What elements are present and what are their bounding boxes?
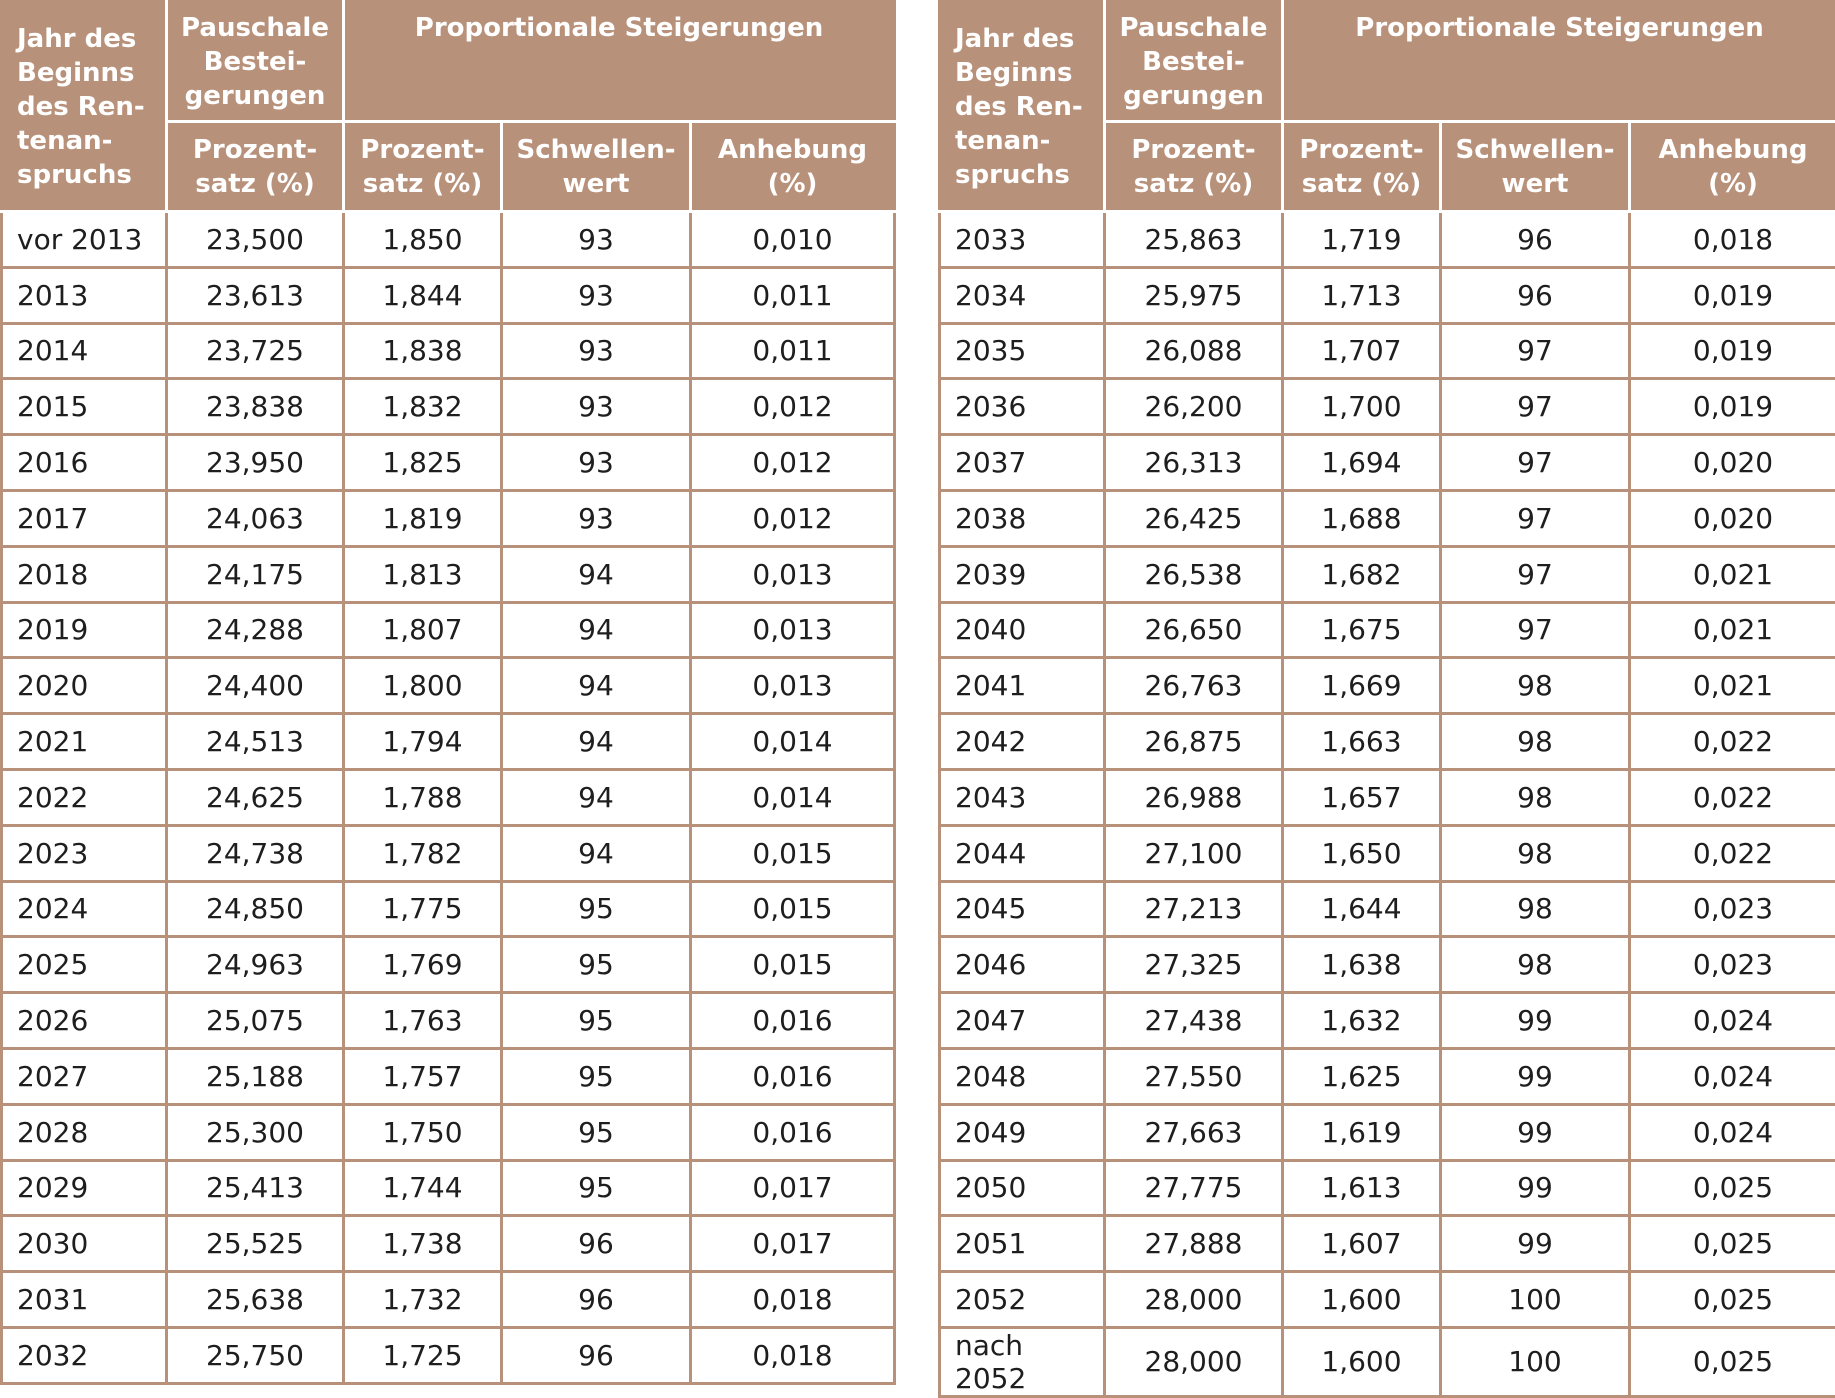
cell-year: 2037 (940, 435, 1105, 491)
cell-flat-percentage: 26,988 (1105, 769, 1283, 825)
cell-year: 2032 (2, 1327, 167, 1383)
cell-prop-percentage: 1,607 (1283, 1216, 1441, 1272)
cell-raise: 0,018 (691, 1272, 895, 1328)
cell-raise: 0,013 (691, 546, 895, 602)
cell-year: vor 2013 (2, 212, 167, 268)
cell-flat-percentage: 27,325 (1105, 937, 1283, 993)
cell-prop-percentage: 1,832 (344, 379, 502, 435)
cell-raise: 0,022 (1630, 769, 1835, 825)
cell-year: 2033 (940, 212, 1105, 268)
cell-year: 2025 (2, 937, 167, 993)
cell-threshold: 100 (1441, 1327, 1630, 1396)
cell-year: 2026 (2, 993, 167, 1049)
cell-threshold: 95 (502, 993, 691, 1049)
cell-threshold: 97 (1441, 546, 1630, 602)
cell-flat-percentage: 25,750 (167, 1327, 344, 1383)
cell-flat-percentage: 23,613 (167, 267, 344, 323)
table-row (2, 658, 895, 714)
cell-threshold: 98 (1441, 825, 1630, 881)
cell-flat-percentage: 25,188 (167, 1048, 344, 1104)
cell-prop-percentage: 1,694 (1283, 435, 1441, 491)
cell-raise: 0,017 (691, 1160, 895, 1216)
cell-year: 2050 (940, 1160, 1105, 1216)
header-raise: Anhebung (%) (691, 122, 895, 212)
cell-raise: 0,023 (1630, 937, 1835, 993)
cell-year: 2020 (2, 658, 167, 714)
cell-year: 2051 (940, 1216, 1105, 1272)
cell-raise: 0,016 (691, 993, 895, 1049)
cell-flat-percentage: 27,663 (1105, 1104, 1283, 1160)
cell-threshold: 99 (1441, 1160, 1630, 1216)
cell-flat-percentage: 26,875 (1105, 714, 1283, 770)
pension-table-left (0, 0, 896, 1385)
cell-threshold: 99 (1441, 1104, 1630, 1160)
cell-flat-percentage: 26,200 (1105, 379, 1283, 435)
table-row (2, 1160, 895, 1216)
table-row (2, 1104, 895, 1160)
table-row (940, 602, 1835, 658)
cell-year: 2034 (940, 267, 1105, 323)
cell-raise: 0,017 (691, 1216, 895, 1272)
cell-flat-percentage: 24,288 (167, 602, 344, 658)
cell-threshold: 96 (502, 1327, 691, 1383)
cell-prop-percentage: 1,813 (344, 546, 502, 602)
cell-raise: 0,012 (691, 490, 895, 546)
cell-flat-percentage: 26,650 (1105, 602, 1283, 658)
cell-raise: 0,016 (691, 1104, 895, 1160)
header-year: Jahr des Beginns des Ren-tenan-spruchs (940, 2, 1105, 212)
cell-prop-percentage: 1,707 (1283, 323, 1441, 379)
cell-flat-percentage: 23,838 (167, 379, 344, 435)
table-row (2, 881, 895, 937)
cell-threshold: 99 (1441, 1216, 1630, 1272)
cell-raise: 0,010 (691, 212, 895, 268)
cell-year: 2031 (2, 1272, 167, 1328)
cell-prop-percentage: 1,807 (344, 602, 502, 658)
table-row (940, 435, 1835, 491)
cell-year: nach 2052 (940, 1327, 1105, 1396)
cell-flat-percentage: 25,975 (1105, 267, 1283, 323)
cell-flat-percentage: 24,850 (167, 881, 344, 937)
table-row (2, 1272, 895, 1328)
table-row (2, 993, 895, 1049)
cell-flat-percentage: 25,863 (1105, 212, 1283, 268)
table-row (2, 379, 895, 435)
cell-threshold: 94 (502, 769, 691, 825)
cell-raise: 0,021 (1630, 546, 1835, 602)
cell-flat-percentage: 25,300 (167, 1104, 344, 1160)
cell-threshold: 97 (1441, 435, 1630, 491)
cell-flat-percentage: 27,775 (1105, 1160, 1283, 1216)
cell-prop-percentage: 1,750 (344, 1104, 502, 1160)
cell-raise: 0,022 (1630, 825, 1835, 881)
table-row (2, 769, 895, 825)
header-flat-percentage: Prozent-satz (%) (167, 122, 344, 212)
cell-flat-percentage: 24,625 (167, 769, 344, 825)
cell-prop-percentage: 1,719 (1283, 212, 1441, 268)
cell-year: 2013 (2, 267, 167, 323)
cell-raise: 0,021 (1630, 658, 1835, 714)
cell-flat-percentage: 23,950 (167, 435, 344, 491)
cell-prop-percentage: 1,657 (1283, 769, 1441, 825)
cell-year: 2052 (940, 1272, 1105, 1328)
cell-year: 2016 (2, 435, 167, 491)
cell-prop-percentage: 1,644 (1283, 881, 1441, 937)
table-row (2, 435, 895, 491)
table-row (940, 490, 1835, 546)
cell-threshold: 98 (1441, 658, 1630, 714)
cell-flat-percentage: 24,063 (167, 490, 344, 546)
cell-prop-percentage: 1,669 (1283, 658, 1441, 714)
cell-year: 2021 (2, 714, 167, 770)
cell-threshold: 96 (502, 1216, 691, 1272)
cell-year: 2022 (2, 769, 167, 825)
cell-year: 2015 (2, 379, 167, 435)
table-row (2, 1048, 895, 1104)
cell-year: 2018 (2, 546, 167, 602)
cell-raise: 0,019 (1630, 323, 1835, 379)
cell-year: 2035 (940, 323, 1105, 379)
table-row (940, 937, 1835, 993)
table-row (940, 1216, 1835, 1272)
cell-threshold: 99 (1441, 993, 1630, 1049)
cell-prop-percentage: 1,850 (344, 212, 502, 268)
cell-raise: 0,011 (691, 267, 895, 323)
cell-year: 2041 (940, 658, 1105, 714)
cell-threshold: 98 (1441, 714, 1630, 770)
cell-threshold: 95 (502, 881, 691, 937)
cell-threshold: 97 (1441, 323, 1630, 379)
cell-flat-percentage: 25,638 (167, 1272, 344, 1328)
cell-threshold: 98 (1441, 881, 1630, 937)
cell-raise: 0,019 (1630, 267, 1835, 323)
cell-raise: 0,013 (691, 658, 895, 714)
cell-prop-percentage: 1,738 (344, 1216, 502, 1272)
table-row (940, 1272, 1835, 1328)
table-row (2, 825, 895, 881)
cell-raise: 0,021 (1630, 602, 1835, 658)
cell-threshold: 95 (502, 937, 691, 993)
table-row (2, 267, 895, 323)
cell-flat-percentage: 28,000 (1105, 1327, 1283, 1396)
cell-raise: 0,024 (1630, 1048, 1835, 1104)
cell-flat-percentage: 24,738 (167, 825, 344, 881)
cell-flat-percentage: 26,425 (1105, 490, 1283, 546)
header-threshold: Schwellen-wert (502, 122, 691, 212)
cell-raise: 0,025 (1630, 1160, 1835, 1216)
header-prop-percentage: Prozent-satz (%) (1283, 122, 1441, 212)
cell-year: 2019 (2, 602, 167, 658)
table-row (2, 490, 895, 546)
cell-flat-percentage: 26,088 (1105, 323, 1283, 379)
cell-flat-percentage: 24,400 (167, 658, 344, 714)
cell-raise: 0,025 (1630, 1216, 1835, 1272)
table-row (940, 212, 1835, 268)
cell-threshold: 98 (1441, 937, 1630, 993)
table-row (2, 937, 895, 993)
cell-prop-percentage: 1,688 (1283, 490, 1441, 546)
cell-raise: 0,012 (691, 379, 895, 435)
cell-prop-percentage: 1,663 (1283, 714, 1441, 770)
table-row (2, 602, 895, 658)
header-flat-percentage: Prozent-satz (%) (1105, 122, 1283, 212)
cell-flat-percentage: 25,413 (167, 1160, 344, 1216)
cell-year: 2040 (940, 602, 1105, 658)
cell-flat-percentage: 27,438 (1105, 993, 1283, 1049)
cell-year: 2036 (940, 379, 1105, 435)
cell-threshold: 96 (1441, 267, 1630, 323)
table-row (940, 1104, 1835, 1160)
cell-threshold: 94 (502, 714, 691, 770)
cell-threshold: 94 (502, 546, 691, 602)
header-proportional-increments: Proportionale Steigerungen (344, 2, 895, 122)
cell-threshold: 100 (1441, 1272, 1630, 1328)
cell-prop-percentage: 1,825 (344, 435, 502, 491)
cell-prop-percentage: 1,800 (344, 658, 502, 714)
cell-year: 2049 (940, 1104, 1105, 1160)
cell-raise: 0,020 (1630, 490, 1835, 546)
table-row (2, 1216, 895, 1272)
table-row (2, 714, 895, 770)
cell-raise: 0,024 (1630, 993, 1835, 1049)
cell-prop-percentage: 1,632 (1283, 993, 1441, 1049)
cell-flat-percentage: 27,213 (1105, 881, 1283, 937)
cell-threshold: 94 (502, 825, 691, 881)
cell-year: 2014 (2, 323, 167, 379)
cell-raise: 0,011 (691, 323, 895, 379)
cell-threshold: 97 (1441, 379, 1630, 435)
cell-year: 2028 (2, 1104, 167, 1160)
cell-threshold: 93 (502, 212, 691, 268)
cell-flat-percentage: 24,513 (167, 714, 344, 770)
header-threshold: Schwellen-wert (1441, 122, 1630, 212)
table-row (940, 1160, 1835, 1216)
cell-year: 2044 (940, 825, 1105, 881)
cell-raise: 0,025 (1630, 1272, 1835, 1328)
cell-year: 2048 (940, 1048, 1105, 1104)
cell-raise: 0,015 (691, 881, 895, 937)
cell-threshold: 99 (1441, 1048, 1630, 1104)
header-raise: Anhebung (%) (1630, 122, 1835, 212)
cell-year: 2039 (940, 546, 1105, 602)
cell-flat-percentage: 28,000 (1105, 1272, 1283, 1328)
table-row (2, 1327, 895, 1383)
table-row (940, 267, 1835, 323)
cell-prop-percentage: 1,775 (344, 881, 502, 937)
cell-prop-percentage: 1,713 (1283, 267, 1441, 323)
cell-year: 2038 (940, 490, 1105, 546)
cell-prop-percentage: 1,838 (344, 323, 502, 379)
cell-prop-percentage: 1,600 (1283, 1327, 1441, 1396)
cell-flat-percentage: 24,175 (167, 546, 344, 602)
cell-prop-percentage: 1,638 (1283, 937, 1441, 993)
cell-threshold: 93 (502, 267, 691, 323)
table-row (940, 825, 1835, 881)
table-row (2, 323, 895, 379)
cell-prop-percentage: 1,769 (344, 937, 502, 993)
cell-year: 2042 (940, 714, 1105, 770)
cell-flat-percentage: 26,538 (1105, 546, 1283, 602)
cell-threshold: 97 (1441, 602, 1630, 658)
cell-flat-percentage: 26,313 (1105, 435, 1283, 491)
table-row (940, 881, 1835, 937)
pension-table-right (938, 0, 1835, 1398)
cell-prop-percentage: 1,619 (1283, 1104, 1441, 1160)
cell-prop-percentage: 1,732 (344, 1272, 502, 1328)
cell-prop-percentage: 1,625 (1283, 1048, 1441, 1104)
cell-prop-percentage: 1,675 (1283, 602, 1441, 658)
cell-raise: 0,022 (1630, 714, 1835, 770)
cell-raise: 0,023 (1630, 881, 1835, 937)
cell-raise: 0,014 (691, 769, 895, 825)
cell-flat-percentage: 27,550 (1105, 1048, 1283, 1104)
cell-year: 2017 (2, 490, 167, 546)
cell-year: 2030 (2, 1216, 167, 1272)
cell-prop-percentage: 1,844 (344, 267, 502, 323)
header-proportional-increments: Proportionale Steigerungen (1283, 2, 1835, 122)
cell-year: 2046 (940, 937, 1105, 993)
table-row (940, 1048, 1835, 1104)
table-row (940, 714, 1835, 770)
cell-flat-percentage: 23,725 (167, 323, 344, 379)
cell-threshold: 93 (502, 435, 691, 491)
cell-threshold: 97 (1441, 490, 1630, 546)
table-row (940, 379, 1835, 435)
cell-raise: 0,024 (1630, 1104, 1835, 1160)
cell-threshold: 93 (502, 379, 691, 435)
cell-threshold: 96 (1441, 212, 1630, 268)
cell-prop-percentage: 1,782 (344, 825, 502, 881)
cell-threshold: 93 (502, 490, 691, 546)
table-row (2, 212, 895, 268)
table-row (940, 769, 1835, 825)
cell-prop-percentage: 1,600 (1283, 1272, 1441, 1328)
cell-flat-percentage: 25,525 (167, 1216, 344, 1272)
cell-year: 2024 (2, 881, 167, 937)
cell-prop-percentage: 1,725 (344, 1327, 502, 1383)
header-year: Jahr des Beginns des Ren-tenan-spruchs (2, 2, 167, 212)
cell-prop-percentage: 1,682 (1283, 546, 1441, 602)
cell-prop-percentage: 1,819 (344, 490, 502, 546)
cell-raise: 0,016 (691, 1048, 895, 1104)
cell-flat-percentage: 27,888 (1105, 1216, 1283, 1272)
header-flat-increments: Pauschale Bestei-gerungen (167, 2, 344, 122)
cell-year: 2027 (2, 1048, 167, 1104)
cell-threshold: 94 (502, 602, 691, 658)
cell-raise: 0,025 (1630, 1327, 1835, 1396)
header-flat-increments: Pauschale Bestei-gerungen (1105, 2, 1283, 122)
cell-flat-percentage: 26,763 (1105, 658, 1283, 714)
cell-prop-percentage: 1,794 (344, 714, 502, 770)
cell-prop-percentage: 1,744 (344, 1160, 502, 1216)
cell-year: 2023 (2, 825, 167, 881)
cell-raise: 0,020 (1630, 435, 1835, 491)
cell-year: 2029 (2, 1160, 167, 1216)
cell-prop-percentage: 1,700 (1283, 379, 1441, 435)
cell-prop-percentage: 1,763 (344, 993, 502, 1049)
cell-raise: 0,014 (691, 714, 895, 770)
header-prop-percentage: Prozent-satz (%) (344, 122, 502, 212)
table-row (2, 546, 895, 602)
cell-prop-percentage: 1,757 (344, 1048, 502, 1104)
cell-flat-percentage: 25,075 (167, 993, 344, 1049)
cell-prop-percentage: 1,788 (344, 769, 502, 825)
cell-year: 2045 (940, 881, 1105, 937)
cell-threshold: 95 (502, 1104, 691, 1160)
table-row (940, 323, 1835, 379)
table-row (940, 993, 1835, 1049)
table-row (940, 658, 1835, 714)
cell-threshold: 98 (1441, 769, 1630, 825)
cell-raise: 0,012 (691, 435, 895, 491)
cell-flat-percentage: 23,500 (167, 212, 344, 268)
cell-prop-percentage: 1,650 (1283, 825, 1441, 881)
cell-prop-percentage: 1,613 (1283, 1160, 1441, 1216)
cell-threshold: 96 (502, 1272, 691, 1328)
cell-threshold: 95 (502, 1160, 691, 1216)
cell-flat-percentage: 27,100 (1105, 825, 1283, 881)
cell-raise: 0,018 (1630, 212, 1835, 268)
cell-raise: 0,018 (691, 1327, 895, 1383)
table-row (940, 1327, 1835, 1396)
cell-raise: 0,015 (691, 825, 895, 881)
cell-threshold: 95 (502, 1048, 691, 1104)
cell-raise: 0,019 (1630, 379, 1835, 435)
cell-threshold: 94 (502, 658, 691, 714)
cell-raise: 0,013 (691, 602, 895, 658)
cell-raise: 0,015 (691, 937, 895, 993)
cell-threshold: 93 (502, 323, 691, 379)
table-row (940, 546, 1835, 602)
cell-year: 2047 (940, 993, 1105, 1049)
cell-flat-percentage: 24,963 (167, 937, 344, 993)
cell-year: 2043 (940, 769, 1105, 825)
